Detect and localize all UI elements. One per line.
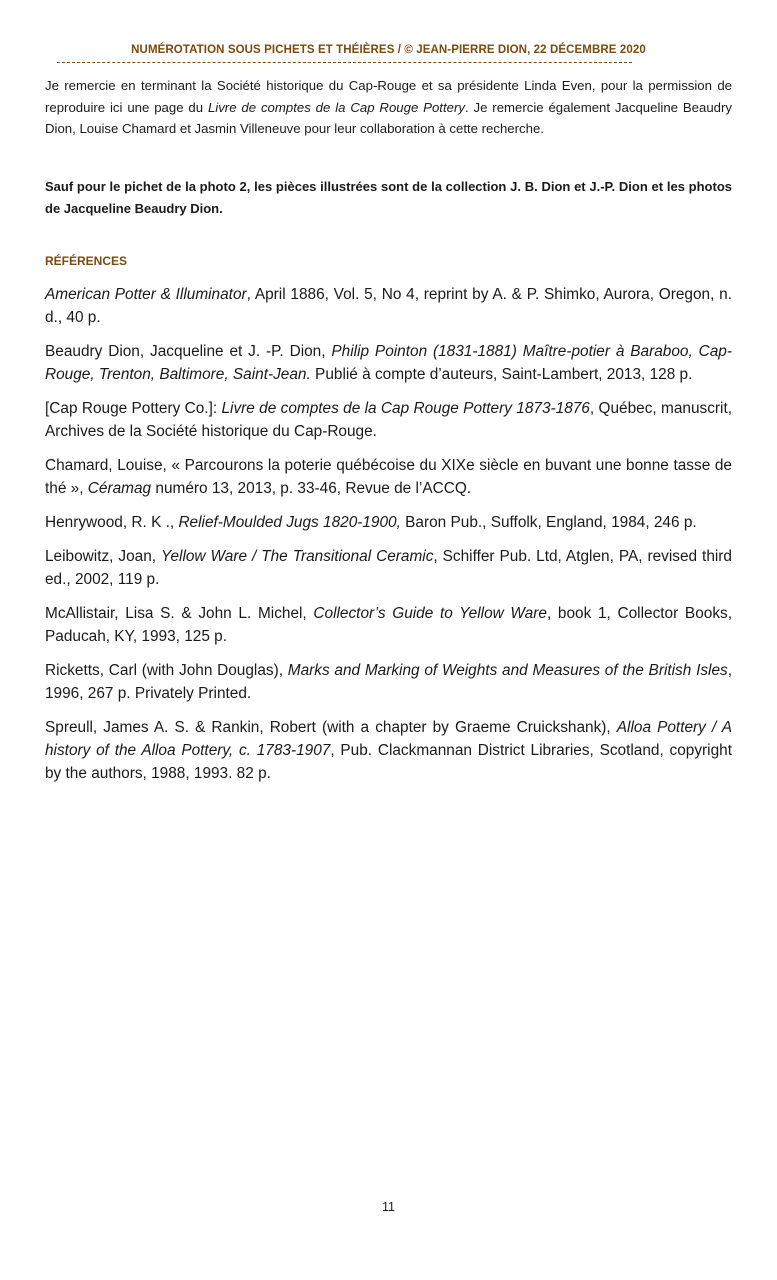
reference-item (45, 659, 732, 705)
reference-author: Spreull, James A. S. & Rankin, Robert (with a chapter by Graeme Cruickshank), (45, 719, 617, 736)
acknowledgement-text-1: Je remercie en terminant la Société historique du Cap-Rouge et sa présidente Linda Even, pour la permission de reproduire ici une page du (45, 78, 732, 115)
reference-details: , Québec, manuscrit, Archives de la Société historique du Cap-Rouge. (45, 400, 732, 440)
reference-title: Philip Pointon (1831-1881) Maître-potier à Baraboo, Cap-Rouge, Trenton, Baltimore, Saint-Jean. (45, 343, 732, 383)
reference-item (45, 602, 732, 648)
reference-title: Relief-Moulded Jugs 1820-1900, (178, 514, 401, 531)
reference-author: Chamard, Louise, « Parcourons la poterie québécoise du XIXe siècle en buvant une bonne tasse de thé », (45, 457, 732, 497)
acknowledgement-italic-title: Livre de comptes de la Cap Rouge Pottery (207, 99, 465, 115)
reference-author: Leibowitz, Joan, (45, 548, 162, 565)
document-page (45, 0, 732, 1280)
acknowledgement-paragraph (45, 75, 732, 140)
reference-author: Beaudry Dion, Jacqueline et J. -P. Dion, (45, 343, 332, 360)
reference-title: Livre de comptes de la Cap Rouge Pottery 1873-1876 (221, 400, 590, 417)
reference-author: McAllistair, Lisa S. & John L. Michel, (45, 605, 314, 622)
reference-title: Alloa Pottery / A history of the Alloa Pottery, c. 1783-1907 (45, 719, 732, 759)
photo-credit-paragraph: Sauf pour le pichet de la photo 2, les pièces illustrées sont de la collection J. B. Dion et J.-P. Dion et les photos de Jacqueline Beaudry Dion. (45, 179, 732, 216)
reference-title: Collector’s Guide to Yellow Ware (313, 605, 547, 622)
reference-details: , Pub. Clackmannan District Libraries, Scotland, copyright by the authors, 1988, 1993. 82 p. (45, 742, 732, 782)
reference-details: , Schiffer Pub. Ltd, Atglen, PA, revised third ed., 2002, 119 p. (45, 548, 732, 588)
reference-title: Céramag (87, 480, 152, 497)
references-heading: RÉFÉRENCES (45, 254, 128, 268)
reference-title: American Potter & Illuminator (45, 286, 247, 303)
reference-item (45, 454, 732, 500)
reference-title: Yellow Ware / The Transitional Ceramic (161, 548, 434, 565)
reference-item (45, 397, 732, 443)
header-dashed-rule (57, 62, 632, 63)
reference-title: Marks and Marking of Weights and Measures of the British Isles (287, 662, 728, 679)
running-header: NUMÉROTATION SOUS PICHETS ET THÉIÈRES / © JEAN-PIERRE DION, 22 DÉCEMBRE 2020 (131, 44, 646, 56)
reference-item (45, 283, 732, 329)
acknowledgement-text-2: . Je remercie également Jacqueline Beaudry Dion, Louise Chamard et Jasmin Villeneuve pour leur collaboration à cette recherche. (45, 99, 732, 136)
reference-item (45, 545, 732, 591)
reference-item (45, 716, 732, 785)
page-number: 11 (382, 1200, 395, 1214)
references-list (45, 283, 732, 796)
reference-details: , 1996, 267 p. Privately Printed. (45, 662, 732, 702)
reference-details: Publié à compte d’auteurs, Saint-Lambert, 2013, 128 p. (310, 366, 693, 383)
reference-author: Ricketts, Carl (with John Douglas), (45, 662, 288, 679)
reference-details: , book 1, Collector Books, Paducah, KY, 1993, 125 p. (45, 605, 732, 645)
reference-item (45, 340, 732, 386)
reference-details: Baron Pub., Suffolk, England, 1984, 246 p. (400, 514, 697, 531)
reference-details: numéro 13, 2013, p. 33-46, Revue de l’ACCQ. (151, 480, 472, 497)
reference-item (45, 511, 732, 534)
reference-author: [Cap Rouge Pottery Co.]: (45, 400, 222, 417)
reference-author: Henrywood, R. K ., (45, 514, 179, 531)
reference-details: , April 1886, Vol. 5, No 4, reprint by A. & P. Shimko, Aurora, Oregon, n. d., 40 p. (45, 286, 732, 326)
